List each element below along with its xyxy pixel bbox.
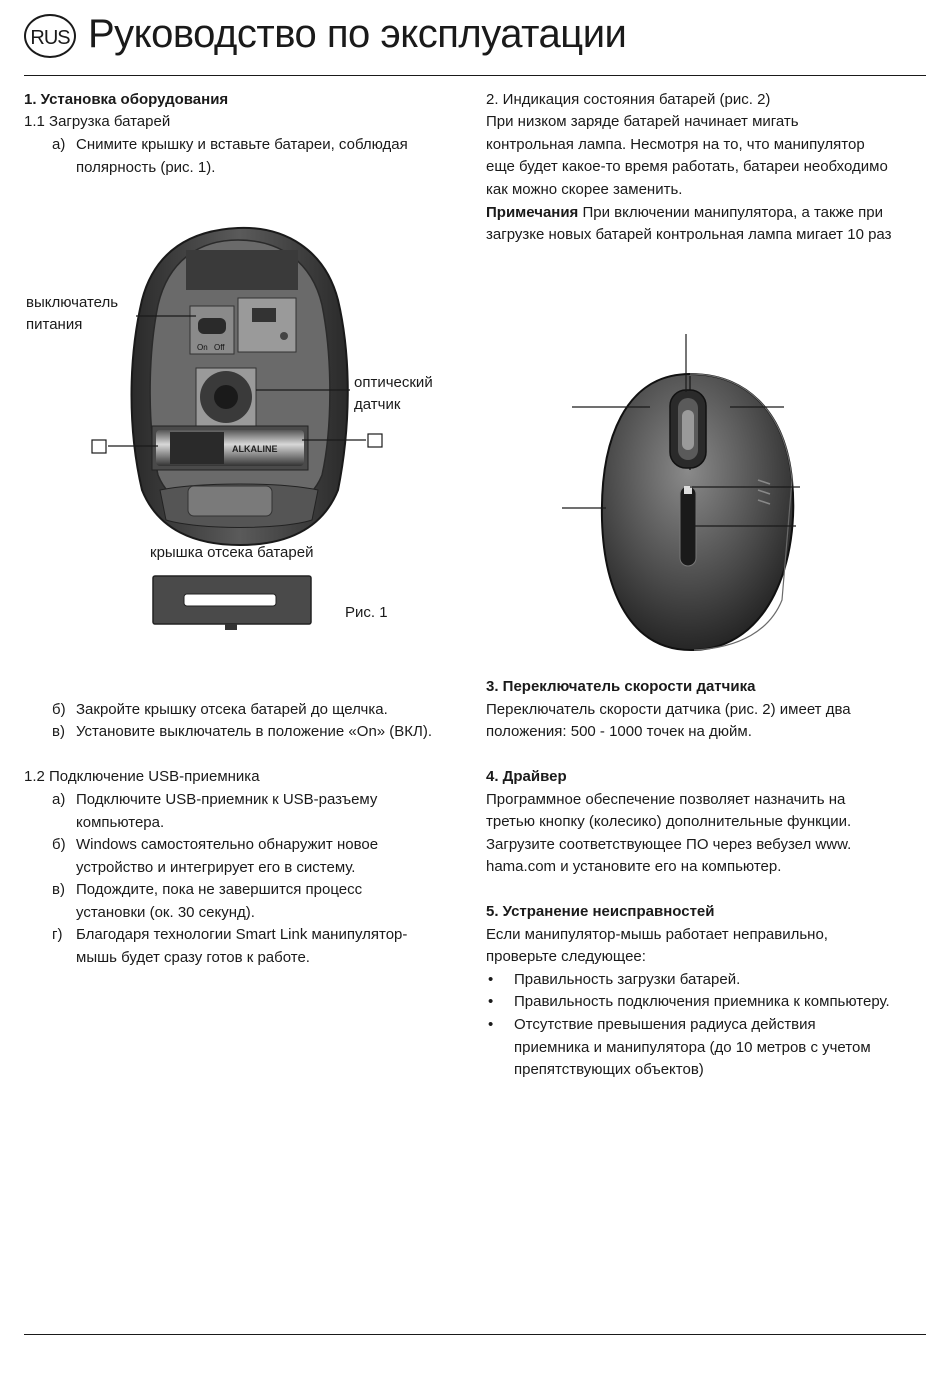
section-5-title: 5. Устранение неисправностей: [486, 903, 715, 920]
section-4-line: Загрузите соответствующее ПО через вебузел www.: [486, 836, 852, 853]
label-optical-sensor: оптический датчик: [354, 374, 433, 413]
bullet-marker: •: [488, 1016, 494, 1033]
section-2-line: еще будет какое-то время работать, батареи необходимо: [486, 158, 888, 175]
section-3-line: Переключатель скорости датчика (рис. 2) имеет два: [486, 701, 851, 718]
language-badge: RUS: [24, 14, 76, 58]
section-4-line: третью кнопку (колесико) дополнительные функции.: [486, 813, 852, 830]
page-title: Руководство по эксплуатации: [88, 12, 627, 56]
section-1-1-title: 1.1 Загрузка батарей: [24, 113, 171, 130]
polarity-box-plus: [368, 434, 382, 447]
switch-off-text: Off: [214, 343, 225, 352]
note-label: Примечания: [486, 204, 579, 221]
list-item-text: Снимите крышку и вставьте батареи, соблюдая: [76, 136, 408, 153]
list-marker: в): [52, 723, 65, 740]
section-2-line: 2. Индикация состояния батарей (рис. 2): [486, 91, 771, 108]
section-5-line: проверьте следующее:: [486, 948, 646, 965]
section-4-line: Программное обеспечение позволяет назначить на: [486, 791, 846, 808]
figure-1-mouse-bottom: [60, 225, 470, 645]
header-divider: [24, 75, 926, 76]
polarity-box-minus: [92, 440, 106, 453]
section-2-line: При низком заряде батарей начинает мигать: [486, 113, 799, 130]
switch-on-text: On: [197, 343, 208, 352]
section-2-line: как можно скорее заменить.: [486, 181, 683, 198]
section-3-title: 3. Переключатель скорости датчика: [486, 678, 756, 695]
note-line: Примечания При включении манипулятора, а также при: [486, 204, 883, 221]
section-2-line: контрольная лампа. Несмотря на то, что манипулятор: [486, 136, 865, 153]
list-marker: а): [52, 136, 66, 153]
label-power-switch: выключатель питания: [26, 294, 119, 333]
section-3-line: положения: 500 - 1000 точек на дюйм.: [486, 723, 752, 740]
figure-1-caption: Рис. 1: [345, 604, 388, 621]
label-battery-cover: крышка отсека батарей: [150, 544, 314, 561]
section-4-title: 4. Драйвер: [486, 768, 567, 785]
battery-brand-text: ALKALINE: [232, 444, 278, 454]
list-item-text: Установите выключатель в положение «On» (ВКЛ).: [76, 723, 433, 740]
section-4-line: hama.com и установите его на компьютер.: [486, 858, 782, 875]
section-1-2-title: 1.2 Подключение USB-приемника: [24, 768, 260, 785]
list-marker: б): [52, 701, 66, 718]
figure-2-mouse-top: [556, 330, 806, 660]
page-header: [24, 6, 926, 66]
section-1-title: 1. Установка оборудования: [24, 91, 229, 108]
section-5-line: Если манипулятор-мышь работает неправильно,: [486, 926, 828, 943]
list-item-text: Закройте крышку отсека батарей до щелчка.: [76, 701, 388, 718]
note-line: загрузке новых батарей контрольная лампа мигает 10 раз: [486, 226, 892, 243]
footer-divider: [24, 1334, 926, 1335]
bullet-marker: •: [488, 971, 494, 988]
list-item-text: полярность (рис. 1).: [76, 158, 216, 176]
bullet-marker: •: [488, 993, 494, 1010]
